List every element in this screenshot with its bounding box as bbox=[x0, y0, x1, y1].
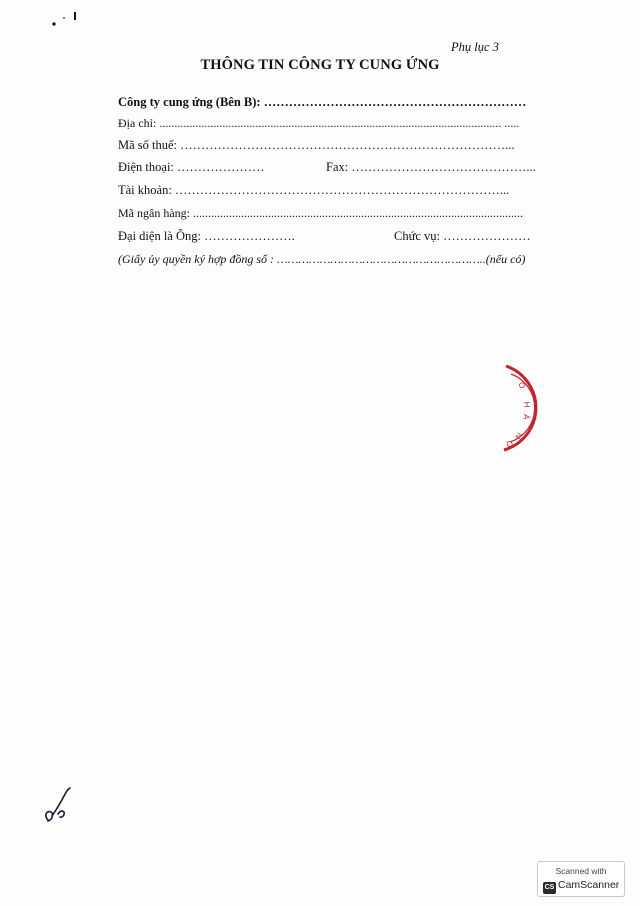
camscanner-badge bbox=[537, 861, 625, 897]
scan-speck-marks bbox=[48, 8, 88, 32]
camscanner-logo-icon: CS bbox=[543, 882, 556, 894]
svg-text:Ộ: Ộ bbox=[504, 438, 515, 450]
supplier-field: Công ty cung ứng (Bên B): ……………………………………………………… bbox=[118, 95, 527, 109]
annex-label: Phụ lục 3 bbox=[451, 40, 499, 54]
document-title: THÔNG TIN CÔNG TY CUNG ỨNG bbox=[200, 57, 440, 73]
position-field: Chức vụ: ………………… bbox=[394, 229, 531, 243]
account-field: Tài khoản: ……………………………………………………………………... bbox=[118, 183, 510, 197]
representative-field: Đại diện là Ông: …………………. bbox=[118, 229, 295, 243]
address-field: Địa chỉ: .................................................................................................................. ..... bbox=[118, 116, 520, 130]
scanned-with-text: Scanned with bbox=[555, 866, 607, 876]
bank-code-field: Mã ngân hàng: .............................................................................................................. bbox=[118, 206, 523, 220]
svg-text:À: À bbox=[521, 413, 531, 420]
svg-text:N: N bbox=[513, 431, 525, 441]
svg-text:Ô: Ô bbox=[516, 380, 528, 391]
svg-text:H: H bbox=[522, 401, 532, 408]
fax-field: Fax: ……………………………………... bbox=[326, 160, 536, 174]
handwritten-initials-signature bbox=[38, 784, 78, 826]
camscanner-brand-text: CamScanner bbox=[558, 879, 620, 891]
authorization-field: (Giấy ủy quyền ký hợp đồng số : …………………………………………………..(nếu có) bbox=[118, 252, 526, 266]
camscanner-brand bbox=[543, 879, 619, 894]
phone-field: Điện thoại: ………………… bbox=[118, 160, 265, 174]
red-seal-stamp bbox=[494, 362, 564, 454]
tax-code-field: Mã số thuế: ……………………………………………………………………... bbox=[118, 138, 515, 152]
